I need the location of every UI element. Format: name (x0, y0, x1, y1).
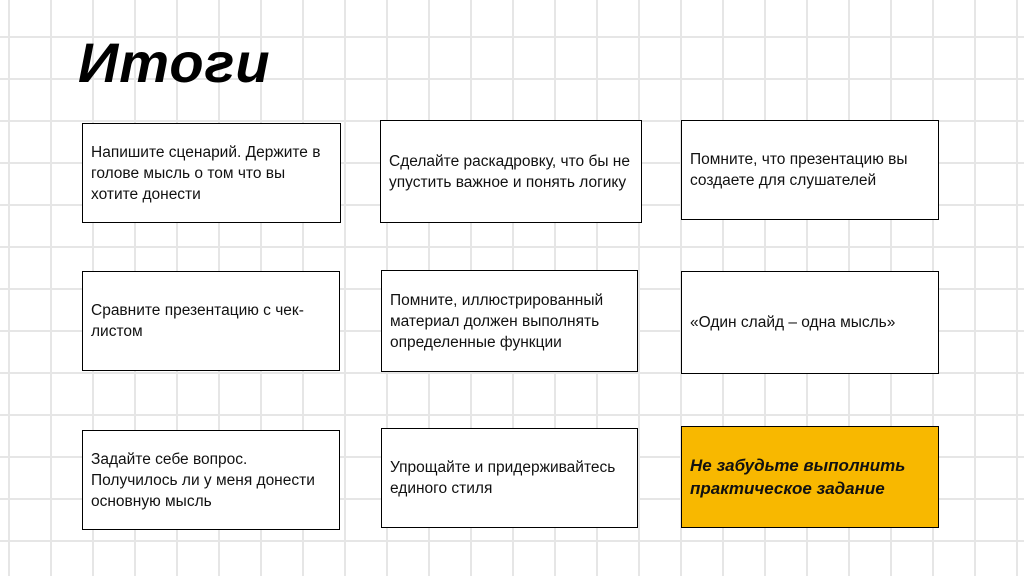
card-text: Помните, иллюстрированный материал должен выполнять определенные функции (390, 291, 604, 351)
summary-card-storyboard (380, 120, 642, 223)
card-text: «Один слайд – одна мысль» (690, 314, 896, 331)
card-text: Помните, что презентацию вы создаете для слушателей (690, 151, 908, 189)
summary-card-self-check (82, 430, 340, 530)
card-text: Напишите сценарий. Держите в голове мысль о том что вы хотите донести (91, 143, 321, 203)
summary-card-one-slide-one-idea (681, 271, 939, 374)
summary-card-checklist (82, 271, 340, 371)
summary-card-assignment-reminder (681, 426, 939, 528)
card-text: Не забудьте выполнить практическое задание (690, 456, 906, 498)
summary-card-script (82, 123, 341, 223)
slide-title: Итоги (78, 31, 271, 94)
card-text: Сделайте раскадровку, что бы не упустить важное и понять логику (389, 152, 630, 191)
summary-card-illustrations (381, 270, 638, 372)
summary-card-audience (681, 120, 939, 220)
card-text: Сравните презентацию с чек-листом (91, 302, 304, 340)
card-text: Упрощайте и придерживайтесь единого стиля (390, 459, 616, 497)
summary-card-style (381, 428, 638, 528)
card-text: Задайте себе вопрос. Получилось ли у меня донести основную мысль (91, 450, 315, 510)
